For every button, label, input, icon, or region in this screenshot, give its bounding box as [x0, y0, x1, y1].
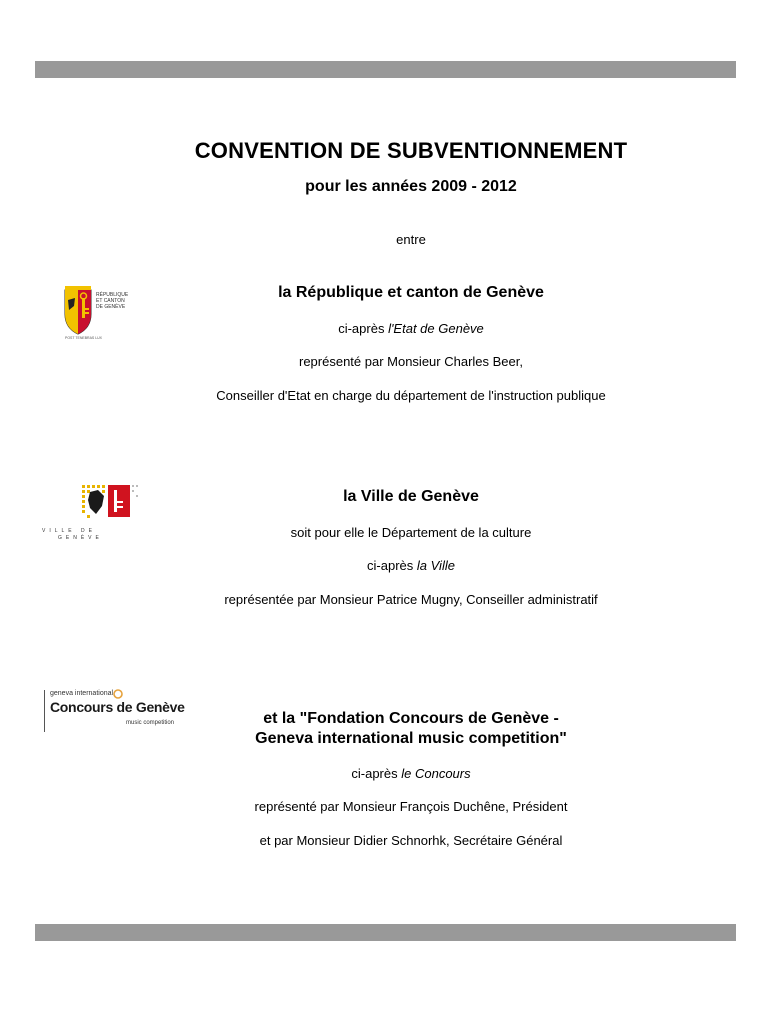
party-ville-representative: représentée par Monsieur Patrice Mugny, Conseiller administratif — [224, 592, 598, 607]
svg-text:POST TENEBRAS LUX: POST TENEBRAS LUX — [65, 336, 103, 340]
party-concours-name-line-1: et la "Fondation Concours de Genève - — [263, 710, 559, 727]
between-text: entre — [396, 232, 426, 247]
party-canton-representative: représenté par Monsieur Charles Beer, — [298, 354, 523, 369]
party-canton-role: Conseiller d'Etat en charge du département de l'instruction publique — [216, 388, 606, 403]
top-divider-bar — [35, 61, 736, 78]
party-concours-name-line-2: Geneva international music competition" — [255, 730, 567, 747]
document-title: CONVENTION DE SUBVENTIONNEMENT — [194, 138, 628, 163]
party-concours-alias: ci-après le Concours — [351, 766, 471, 781]
party-ville-name: la Ville de Genève — [343, 488, 479, 505]
svg-text:RÉPUBLIQUE: RÉPUBLIQUE — [96, 292, 129, 298]
svg-text:GENÈVE: GENÈVE — [58, 535, 103, 541]
party-concours-secretary: et par Monsieur Didier Schnorhk, Secrétaire Général — [259, 833, 563, 848]
bottom-divider-bar — [35, 924, 736, 941]
party-concours-president: représenté par Monsieur François Duchêne, Président — [254, 799, 568, 814]
logo-sub-text: music competition — [126, 720, 175, 726]
svg-text:DE GENÈVE: DE GENÈVE — [96, 304, 126, 310]
logo-small-text: geneva international — [50, 690, 114, 697]
party-canton-name: la République et canton de Genève — [278, 284, 544, 301]
document-subtitle: pour les années 2009 - 2012 — [305, 178, 517, 195]
svg-text:VILLE DE: VILLE DE — [42, 528, 96, 534]
svg-text:ET CANTON: ET CANTON — [96, 298, 125, 304]
party-ville-alias: ci-après la Ville — [367, 558, 455, 573]
logo-main-text: Concours de Genève — [50, 699, 185, 715]
party-canton-alias: ci-après l'Etat de Genève — [338, 321, 484, 336]
party-ville-department: soit pour elle le Département de la culture — [290, 525, 532, 540]
